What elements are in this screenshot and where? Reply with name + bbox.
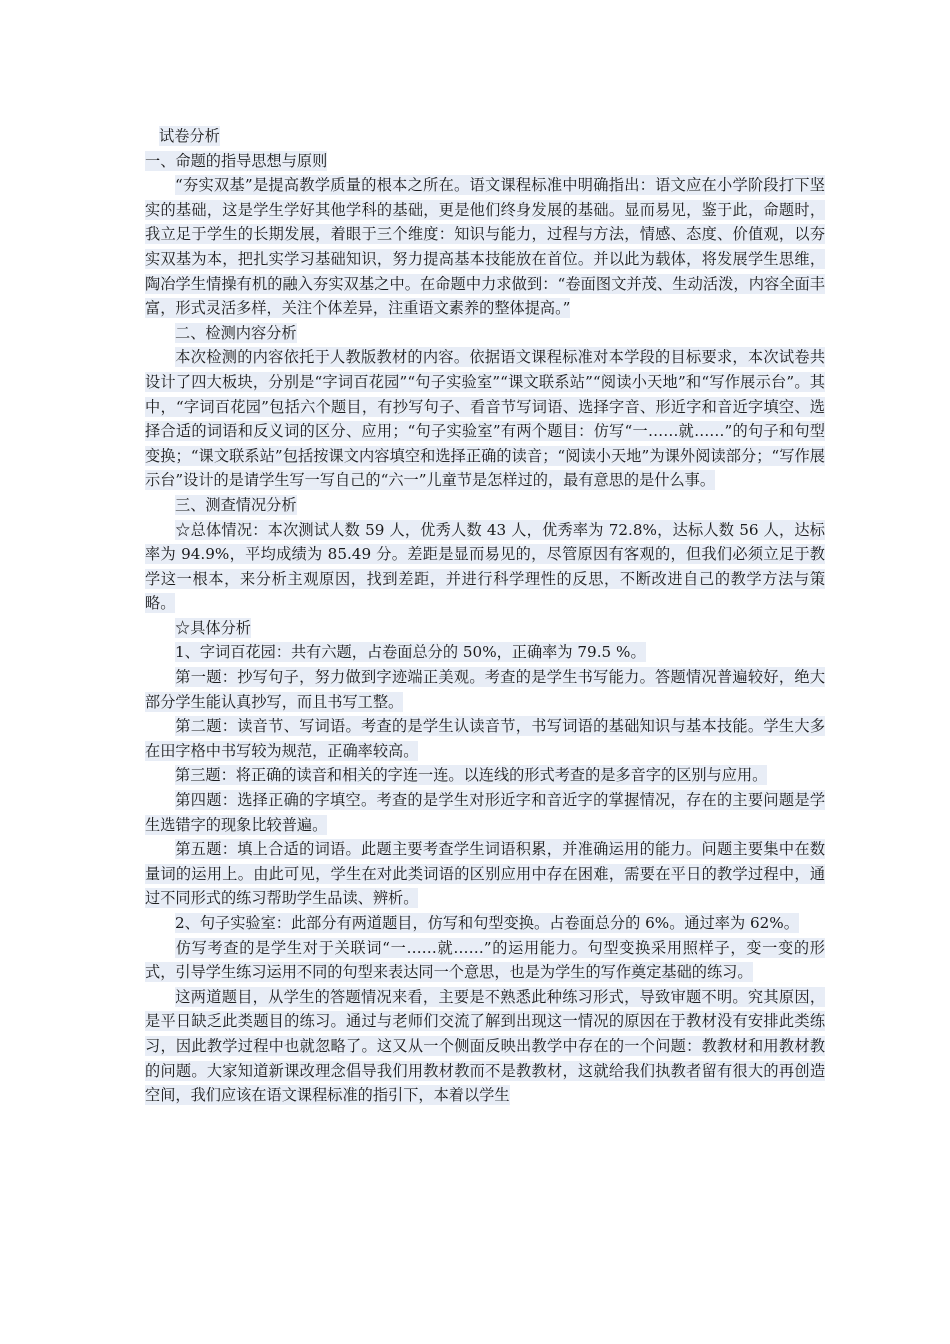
paragraph-question-2: 第二题：读音节、写词语。考查的是学生认读音节，书写词语的基础知识与基本技能。学生大多在田字格中书写较为规范，正确率较高。 [145, 717, 825, 760]
paragraph-question-1: 第一题：抄写句子，努力做到字迹端正美观。考查的是学生书写能力。答题情况普遍较好，绝大部分学生能认真抄写，而且书写工整。 [145, 668, 825, 711]
paragraph-imitation-writing: 仿写考查的是学生对于关联词“一……就……”的运用能力。句型变换采用照样子，变一变的形式，引导学生练习运用不同的句型来表达同一个意思，也是为学生的写作奠定基础的练习。 [145, 938, 825, 982]
section-heading-2: 二、检测内容分析 [175, 323, 297, 342]
paragraph-sentence-lab: 2、句子实验室：此部分有两道题目，仿写和句型变换。占卷面总分的 6%。通过率为 62%。 [175, 914, 799, 932]
paragraph-question-5: 第五题：填上合适的词语。此题主要考查学生词语积累，并准确运用的能力。问题主要集中在数量词的运用上。由此可见，学生在对此类词语的区别应用中存在困难，需要在平日的教学过程中，通过不同形式的练习帮助学生品读、辨析。 [145, 840, 825, 908]
document-body [145, 124, 825, 1108]
paragraph-question-4: 第四题：选择正确的字填空。考查的是学生对形近字和音近字的掌握情况，存在的主要问题是学生选错字的现象比较普遍。 [145, 791, 825, 834]
doc-title: 试卷分析 [159, 127, 220, 145]
paragraph-question-3: 第三题：将正确的读音和相关的字连一连。以连线的形式考查的是多音字的区别与应用。 [175, 766, 768, 785]
section-heading-3: 三、测查情况分析 [175, 495, 297, 514]
paragraph-content-analysis: 本次检测的内容依托于人教版教材的内容。依据语文课程标准对本学段的目标要求，本次试卷共设计了四大板块，分别是“字词百花园”“句子实验室”“课文联系站”“阅读小天地”和“写作展示台”。其中，“字词百花园”包括六个题目，有抄写句子、看音节写词语、选择字音、形近字和音近字填空、选择合适的词语和反义词的区分、应用；“句子实验室”有两个题目：仿写“一……就……”的句子和句型变换；“课文联系站”包括按课文内容填空和选择正确的读音；“阅读小天地”为课外阅读部分；“写作展示台”设计的是请学生写一写自己的“六一”儿童节是怎样过的，最有意思的是什么事。 [145, 348, 825, 490]
paragraph-guiding-principles: “夯实双基”是提高教学质量的根本之所在。语文课程标准中明确指出：语文应在小学阶段打下坚实的基础，这是学生学好其他学科的基础，更是他们终身发展的基础。显而易见，鉴于此，命题时，我立足于学生的长期发展，着眼于三个维度：知识与能力，过程与方法，情感、态度、价值观，以夯实双基为本，把扎实学习基础知识，努力提高基本技能放在首位。并以此为载体，将发展学生思维，陶冶学生情操有机的融入夯实双基之中。在命题中力求做到：“卷面图文并茂、生动活泼，内容全面丰富，形式灵活多样，关注个体差异，注重语文素养的整体提高。” [145, 176, 825, 318]
section-heading-1: 一、命题的指导思想与原则 [145, 151, 328, 170]
paragraph-word-garden: 1、字词百花园：共有六题，占卷面总分的 50%，正确率为 79.5 %。 [175, 643, 646, 662]
paragraph-overall-situation: ☆总体情况：本次测试人数 59 人，优秀人数 43 人，优秀率为 72.8%，达标人数 56 人，达标率为 94.9%，平均成绩为 85.49 分。差距是显而易见的，尽管原因有客观的，但我们必须立足于教学这一根本，来分析主观原因，找到差距，并进行科学理性的反思，不断改进自己的教学方法与策略。 [145, 520, 825, 613]
paragraph-specific-analysis-label: ☆具体分析 [175, 618, 251, 637]
paragraph-two-questions: 这两道题目，从学生的答题情况来看，主要是不熟悉此种练习形式，导致审题不明。究其原因，是平日缺乏此类题目的练习。通过与老师们交流了解到出现这一情况的原因在于教材没有安排此类练习，因此教学过程中也就忽略了。这又从一个侧面反映出教学中存在的一个问题：教教材和用教材教的问题。大家知道新课改理念倡导我们用教材教而不是教教材，这就给我们执教者留有很大的再创造空间，我们应该在语文课程标准的指引下，本着以学生 [145, 987, 825, 1105]
